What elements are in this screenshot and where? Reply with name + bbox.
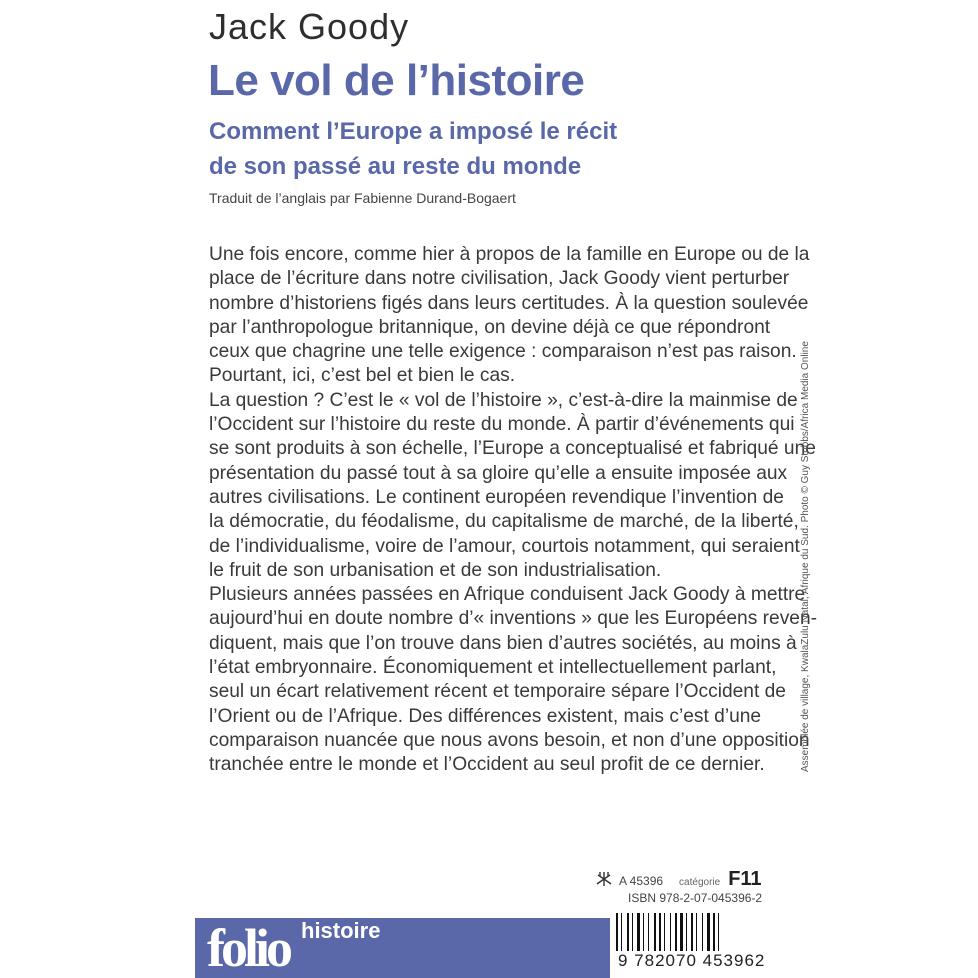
blurb-line: le fruit de son urbanisation et de son industrialisation.: [209, 559, 662, 581]
collection-series-name: histoire: [301, 918, 381, 943]
barcode-bar: [643, 913, 644, 953]
blurb-line: de l’individualisme, voire de l’amour, courtois notamment, qui seraient: [209, 535, 800, 557]
category-value: F11: [728, 868, 762, 890]
blurb-line: l’Orient ou de l’Afrique. Des différences existent, mais c’est d’une: [209, 705, 762, 727]
translator-credit: Traduit de l’anglais par Fabienne Durand-Bogaert: [209, 190, 516, 206]
barcode-bar: [670, 913, 671, 953]
barcode-bar: [616, 913, 618, 953]
blurb-line: l’état embryonnaire. Économiquement et intellectuellement parlant,: [209, 657, 777, 679]
barcode-bar: [718, 913, 719, 953]
barcode-bar: [686, 913, 687, 953]
blurb-line: place de l’écriture dans notre civilisation, Jack Goody vient perturber: [209, 268, 790, 290]
blurb-line: l’Occident sur l’histoire du reste du monde. À partir d’événements qui: [209, 414, 795, 436]
blurb-line: se sont produits à son échelle, l’Europe a conceptualisé et fabriqué une: [209, 438, 816, 460]
barcode-bar: [707, 913, 710, 953]
category-label: catégorie: [679, 877, 721, 888]
subtitle-line: de son passé au reste du monde: [209, 153, 582, 180]
blurb-line: La question ? C’est le « vol de l’histoire », c’est-à-dire la mainmise de: [209, 389, 798, 411]
blurb-line: autres civilisations. Le continent européen revendique l’invention de: [209, 486, 784, 508]
barcode-bar: [621, 913, 622, 953]
blurb-line: tranchée entre le monde et l’Occident au seul profit de ce dernier.: [209, 754, 765, 776]
barcode-bar: [713, 913, 715, 953]
barcode-digits: 9 782070 453962: [618, 951, 766, 970]
blurb-line: Une fois encore, comme hier à propos de la famille en Europe ou de la: [209, 244, 810, 265]
folio-logo: folio: [207, 918, 289, 978]
barcode-bar: [702, 913, 703, 953]
publisher-logo-icon: [595, 871, 613, 887]
book-title: Le vol de l’histoire: [208, 56, 585, 105]
barcode-bar: [680, 913, 683, 953]
barcode-bar: [675, 913, 677, 953]
blurb-line: ceux que chagrine une telle exigence : comparaison n’est pas raison.: [209, 341, 797, 363]
barcode-bar: [627, 913, 629, 953]
barcode-bar: [664, 913, 665, 953]
author-name: Jack Goody: [209, 6, 410, 47]
blurb-line: Pourtant, ici, c’est bel et bien le cas.: [209, 365, 516, 387]
barcode-bar: [696, 913, 697, 953]
blurb-line: Plusieurs années passées en Afrique conduisent Jack Goody à mettre: [209, 584, 806, 606]
blurb-line: seul un écart relativement récent et temporaire sépare l’Occident de: [209, 681, 786, 703]
barcode-bar: [691, 913, 693, 953]
blurb-line: la démocratie, du féodalisme, du capitalisme de marché, de la liberté,: [209, 511, 799, 533]
photo-credit: Assemblée de village, KwalaZulu Natal, Afrique du Sud. Photo © Guy Stubbs/Africa Media Online: [800, 341, 811, 772]
blurb-line: nombre d’historiens figés dans leurs certitudes. À la question soulevée: [209, 292, 809, 314]
subtitle-line: Comment l’Europe a imposé le récit: [209, 118, 618, 145]
blurb-line: comparaison nuancée que nous avons besoin, et non d’une opposition: [209, 729, 810, 751]
blurb-line: diquent, mais que l’on trouve dans bien d’autres sociétés, au moins à: [209, 632, 797, 654]
barcode-bar: [648, 913, 649, 953]
blurb-line: présentation du passé tout à sa gloire qu’elle a ensuite imposée aux: [209, 462, 788, 484]
blurb-line: aujourd’hui en doute nombre d’« inventions » que les Européens reven-: [209, 608, 818, 630]
barcode-bar: [637, 913, 640, 953]
publisher-code: A 45396: [619, 874, 664, 888]
book-subtitle: [209, 114, 617, 184]
barcode-bar: [654, 913, 656, 953]
isbn-number: ISBN 978-2-07-045396-2: [628, 891, 763, 905]
barcode-bar: [632, 913, 633, 953]
barcode-bar: [659, 913, 661, 953]
blurb-line: par l’anthropologue britannique, on devine déjà ce que répondront: [209, 316, 771, 338]
publisher-info-row: [595, 868, 762, 891]
